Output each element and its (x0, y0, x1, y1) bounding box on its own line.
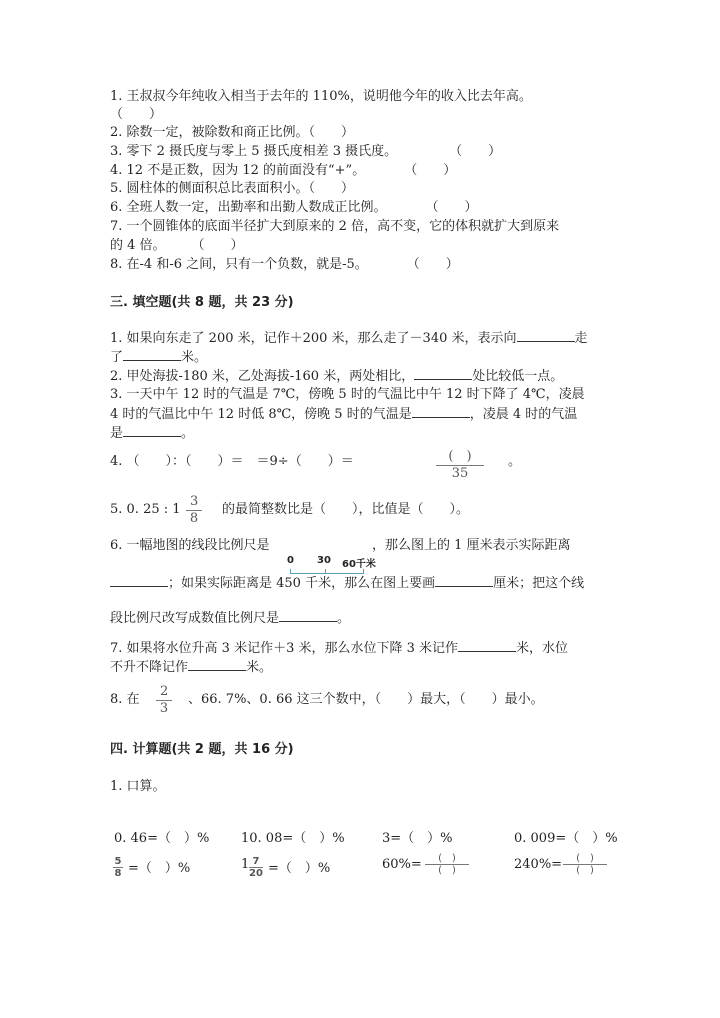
fill-q6-b: ，那么图上的 1 厘米表示实际距离 (372, 538, 571, 553)
fraction (436, 449, 484, 482)
judge-line: 6. 全班人数一定，出勤率和出勤人数成正比例。 （ ） (110, 200, 478, 215)
answer-blank[interactable] (279, 609, 337, 622)
answer-blank[interactable] (412, 405, 470, 418)
text: 。 (508, 454, 522, 469)
judge-line: 的 4 倍。 （ ） (110, 238, 244, 253)
fraction (563, 853, 607, 876)
text: 走 (574, 331, 588, 346)
scale-label: 0 (287, 555, 294, 566)
denominator: 20 (249, 868, 263, 879)
numerator: ( ) (436, 449, 484, 466)
answer-blank[interactable] (435, 574, 493, 587)
denominator: ( ) (438, 865, 456, 876)
calc-item: 0. 46=（ ）% (114, 831, 210, 846)
judge-line: 1. 王叔叔今年纯收入相当于去年的 110%，说明他今年的收入比去年高。 (110, 89, 532, 104)
fraction (156, 684, 172, 717)
text: 段比例尺改写成数值比例尺是 (110, 611, 280, 626)
calc-item: =（ ）% (268, 861, 331, 876)
text: 厘米；把这个线 (493, 576, 585, 591)
fill-q6-c (110, 574, 584, 593)
fill-q8-b: 、66. 7%、0. 66 这三个数中，（ ）最大，（ ）最小。 (188, 692, 544, 707)
judge-line: 2. 除数一定，被除数和商正比例。（ ） (110, 125, 355, 140)
text: 米。 (181, 350, 208, 365)
fill-q4: 4. （ ）：（ ）＝ ＝9÷（ ）＝ (110, 454, 354, 469)
denominator: 3 (159, 701, 169, 716)
text: ；如果实际距离是 450 千米，那么在图上要画 (168, 576, 436, 591)
denominator: 8 (189, 511, 199, 526)
answer-blank[interactable] (414, 367, 472, 380)
answer-blank[interactable] (517, 329, 575, 342)
calc-item: 10. 08=（ ）% (241, 831, 345, 846)
text: 7. 如果将水位升高 3 米记作＋3 米，那么水位下降 3 米记作 (110, 641, 459, 656)
judge-line: 3. 零下 2 摄氏度与零上 5 摄氏度相差 3 摄氏度。 （ ） (110, 144, 502, 159)
text: 。 (181, 426, 195, 441)
answer-blank[interactable] (110, 574, 168, 587)
answer-blank[interactable] (123, 348, 181, 361)
judge-line: 5. 圆柱体的侧面积总比表面积小。（ ） (110, 181, 355, 196)
fill-q6-a: 6. 一幅地图的线段比例尺是 (110, 538, 270, 553)
fill-q3-cont (110, 405, 577, 424)
calc-item: 240%= (514, 857, 563, 872)
denominator: 35 (451, 466, 469, 481)
section-title-fill: 三. 填空题(共 8 题，共 23 分) (110, 295, 294, 310)
text: ，凌晨 4 时的气温 (469, 407, 578, 422)
calc-item: =（ ）% (128, 861, 191, 876)
text: 1. 如果向东走了 200 米，记作＋200 米，那么走了－340 米，表示向 (110, 331, 517, 346)
text: 了 (110, 350, 124, 365)
calc-item: 3=（ ）% (382, 831, 453, 846)
text: 4 时的气温比中午 12 时低 8℃，傍晚 5 时的气温是 (110, 407, 412, 422)
fraction (113, 856, 123, 879)
numerator: ( ) (563, 853, 607, 865)
numerator: 2 (156, 684, 172, 701)
section-title-calc: 四. 计算题(共 2 题，共 16 分) (110, 742, 294, 757)
fill-q2 (110, 367, 563, 386)
fraction (425, 853, 469, 876)
fill-q8-a: 8. 在 (110, 692, 140, 707)
fraction (249, 856, 263, 879)
judge-line: 4. 12 不是正数，因为 12 的前面没有“+”。 （ ） (110, 163, 457, 178)
numerator: 3 (186, 494, 202, 511)
fill-q5-b: 的最简整数比是（ ），比值是（ ）。 (222, 502, 470, 517)
text: 米。 (246, 660, 273, 675)
judge-line: 7. 一个圆锥体的底面半径扩大到原来的 2 倍，高不变，它的体积就扩大到原来 (110, 219, 560, 234)
denominator: ( ) (576, 865, 594, 876)
fill-q7 (110, 639, 568, 658)
fraction (186, 494, 202, 527)
text: 处比较低一点。 (472, 369, 564, 384)
judge-line: 8. 在-4 和-6 之间，只有一个负数，就是-5。 （ ） (110, 257, 459, 272)
fill-q6-e (110, 609, 350, 628)
numerator: 7 (249, 856, 263, 868)
fill-q5-a: 5. 0. 25 : 1 (110, 502, 181, 517)
fill-q7-cont (110, 658, 272, 677)
scale-label: 60千米 (342, 559, 376, 570)
numerator: ( ) (425, 853, 469, 865)
fill-q1-cont (110, 348, 207, 367)
calc-item: 60%= (382, 857, 422, 872)
scale-tick (325, 569, 326, 573)
text: 米，水位 (516, 641, 569, 656)
text: 不升不降记作 (110, 660, 189, 675)
judge-line: （ ） (110, 107, 163, 122)
denominator: 8 (114, 868, 122, 879)
calc-q1: 1. 口算。 (110, 779, 166, 794)
numerator: 5 (114, 856, 122, 867)
fill-q1 (110, 329, 588, 348)
calc-item: 0. 009=（ ）% (514, 831, 618, 846)
fill-q3-cont2 (110, 424, 194, 443)
text: 是 (110, 426, 124, 441)
answer-blank[interactable] (123, 424, 181, 437)
answer-blank[interactable] (458, 639, 516, 652)
mixed-whole: 1 (241, 857, 250, 872)
text: 。 (337, 611, 351, 626)
text: 2. 甲处海拔-180 米，乙处海拔-160 米，两处相比， (110, 369, 415, 384)
fill-q3: 3. 一天中午 12 时的气温是 7℃，傍晚 5 时的气温比中午 12 时下降了 4℃，凌晨 (110, 387, 585, 402)
answer-blank[interactable] (188, 658, 246, 671)
scale-label: 30 (317, 555, 331, 566)
